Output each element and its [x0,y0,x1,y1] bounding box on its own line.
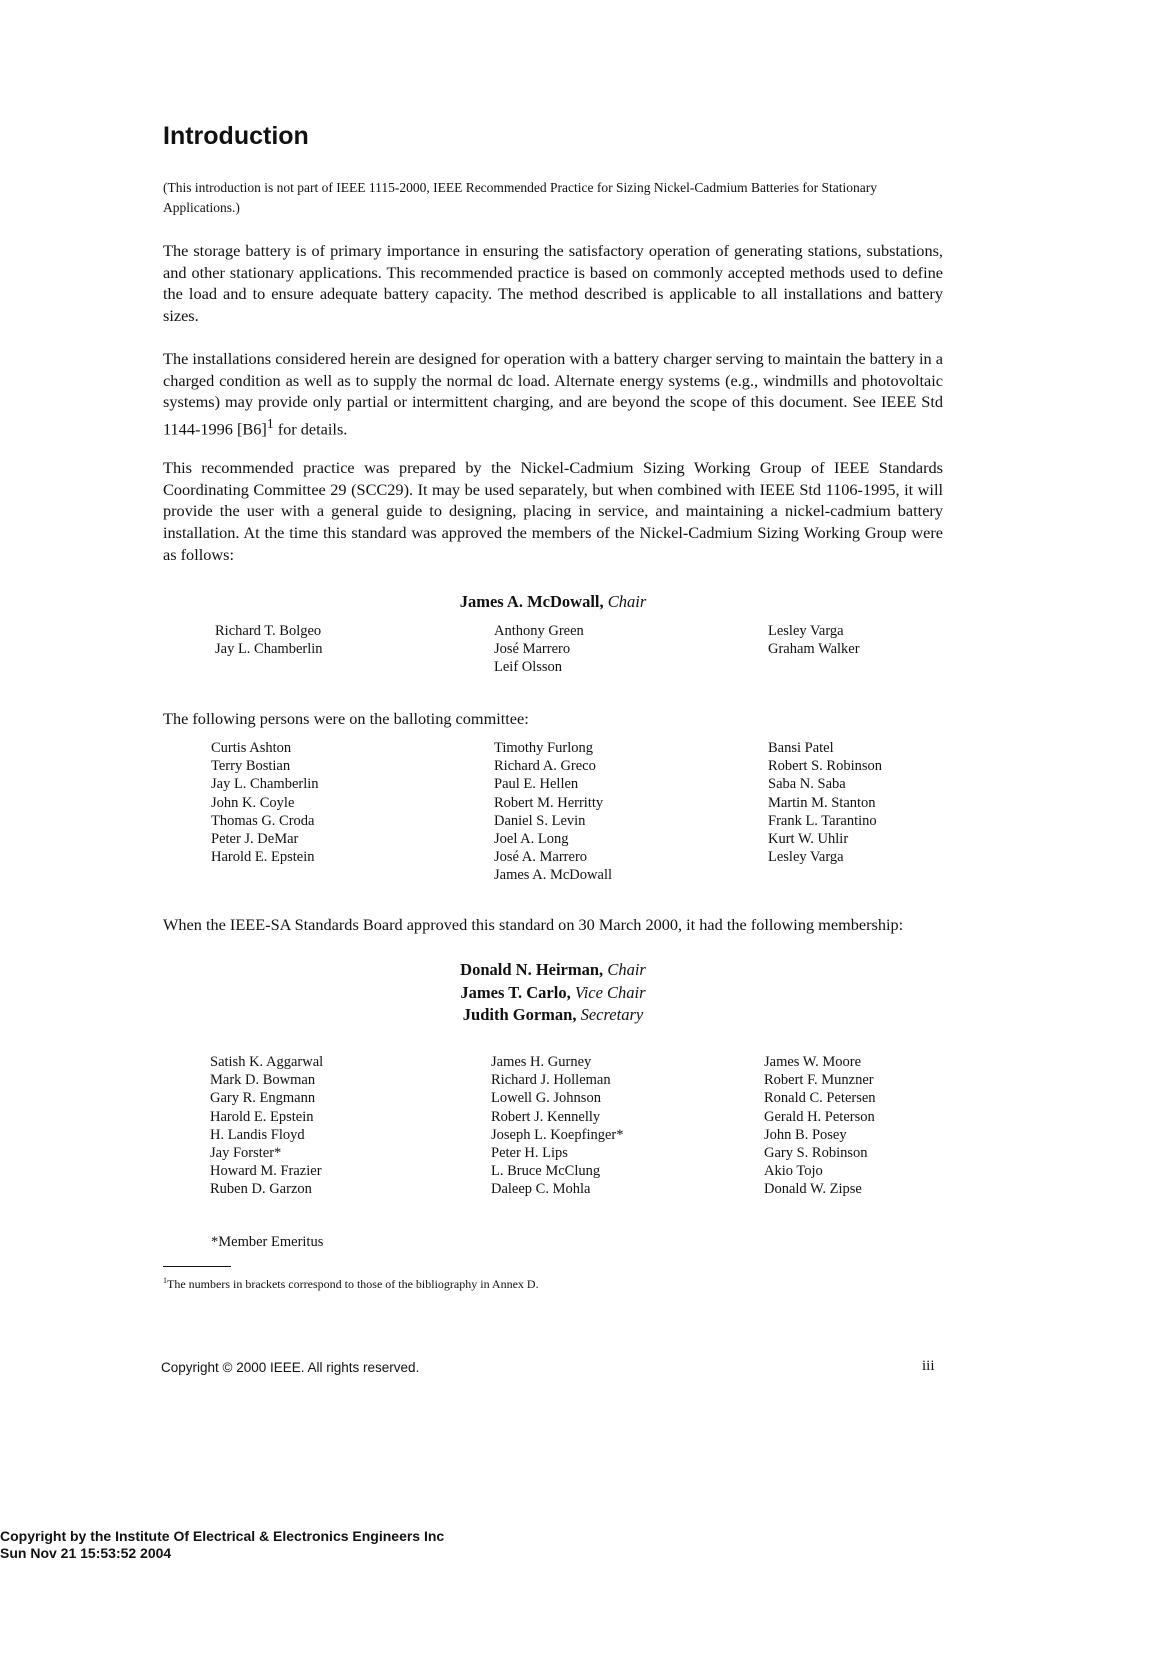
member-name: Akio Tojo [764,1163,823,1180]
member-name: Donald W. Zipse [764,1181,862,1198]
page-number: iii [922,1358,935,1374]
member-name: Peter H. Lips [491,1145,568,1162]
member-name: Paul E. Hellen [494,776,579,793]
watermark-line: Copyright by the Institute Of Electrical & Electronics Engineers Inc [0,1528,445,1544]
ballot-column-2 [494,739,612,885]
wg-column-2 [494,622,584,677]
board-column-2 [491,1053,623,1199]
emeritus-note: *Member Emeritus [211,1234,324,1250]
member-name: Ronald C. Petersen [764,1090,876,1107]
ballot-intro: The following persons were on the balloting committee: [163,709,529,728]
member-name: Gary S. Robinson [764,1145,868,1162]
member-name: Gerald H. Peterson [764,1108,875,1125]
officer-name: James T. Carlo, [460,982,571,1002]
member-name: Bansi Patel [768,740,834,756]
member-name: Joel A. Long [494,831,569,848]
member-name: James A. McDowall [494,867,612,884]
paragraph-2 [163,348,943,440]
watermark-line: Sun Nov 21 15:53:52 2004 [0,1545,172,1561]
member-name: Saba N. Saba [768,776,846,793]
member-name: Richard T. Bolgeo [215,623,322,639]
board-column-3 [764,1053,876,1199]
member-name: Ruben D. Garzon [210,1181,312,1198]
member-name: Robert S. Robinson [768,758,882,775]
member-name: Satish K. Aggarwal [210,1054,324,1070]
member-name: Harold E. Epstein [210,1108,314,1125]
ballot-column-3 [768,739,882,866]
member-name: John B. Posey [764,1126,847,1143]
member-name: Jay Forster* [210,1145,282,1162]
ballot-column-1 [211,739,319,866]
member-name: Terry Bostian [211,758,291,775]
page-title: Introduction [163,122,309,150]
wg-chair-name: James A. McDowall, [459,592,604,611]
member-name: Curtis Ashton [211,740,292,756]
member-name: Graham Walker [768,641,860,658]
wg-chair [163,591,943,614]
member-name: Martin M. Stanton [768,794,876,811]
paragraph-2-end: for details. [273,419,348,439]
footnote-ref: 1 [266,416,274,432]
intro-note: (This introduction is not part of IEEE 1115-2000, IEEE Recommended Practice for Sizing Nickel-Cadmium Batteries for Stationary Applications.) [163,180,877,215]
footnote-text: The numbers in brackets correspond to those of the bibliography in Annex D. [167,1277,539,1291]
member-name: Gary R. Engmann [210,1090,316,1107]
member-name: Peter J. DeMar [211,831,299,848]
member-name: Richard A. Greco [494,758,596,775]
member-name: Robert J. Kennelly [491,1108,601,1125]
officer-name: Judith Gorman, [462,1005,577,1024]
member-name: Robert F. Munzner [764,1072,874,1089]
paragraph-2-text: The installations considered herein are designed for operation with a battery charger serving to maintain the battery in a charged condition as well as to supply the normal dc load. Alternate energy systems (e.g., windmills and photovoltaic systems) may provide only partial or intermittent charging, and are beyond the scope of this document. See IEEE Std 1144-1996 [B6] [163,349,943,439]
footnote-mark: 1 [163,1276,167,1285]
member-name: Thomas G. Croda [211,812,315,829]
paragraph-1: The storage battery is of primary importance in ensuring the satisfactory operation of generating stations, substations, and other stationary applications. This recommended practice is based on commonly accepted methods used to define the load and to ensure adequate battery capacity. The method described is applicable to all installations and battery sizes. [163,241,943,326]
paragraph-3: This recommended practice was prepared by the Nickel-Cadmium Sizing Working Group of IEEE Standards Coordinating Committee 29 (SCC29). It may be used separately, but when combined with IEEE Std 1106-1995, it will provide the user with a general guide to designing, placing in service, and maintaining a nickel-cadmium battery installation. At the time this standard was approved the members of the Nickel-Cadmium Sizing Working Group were as follows: [163,458,943,564]
footnote-divider [163,1266,231,1267]
member-name: Lesley Varga [768,623,844,639]
board-column-1 [210,1053,323,1199]
wg-column-3 [768,622,860,658]
watermark [0,1528,444,1562]
board-vice-chair [163,982,943,1005]
member-name: Timothy Furlong [494,740,593,756]
member-name: Harold E. Epstein [211,849,315,866]
board-officers [163,959,943,1027]
member-name: Leif Olsson [494,659,563,676]
member-name: José A. Marrero [494,849,588,866]
member-name: Lesley Varga [768,849,844,866]
wg-column-1 [215,622,323,658]
member-name: Howard M. Frazier [210,1163,322,1180]
officer-name: Donald N. Heirman, [460,960,604,979]
member-name: Richard J. Holleman [491,1072,611,1089]
member-name: James H. Gurney [491,1054,592,1070]
member-name: Joseph L. Koepfinger* [491,1126,624,1143]
member-name: James W. Moore [764,1054,862,1070]
member-name: Mark D. Bowman [210,1072,316,1089]
member-name: Kurt W. Uhlir [768,831,849,848]
member-name: Daniel S. Levin [494,812,586,829]
member-name: H. Landis Floyd [210,1126,305,1143]
member-name: Jay L. Chamberlin [215,641,323,658]
board-secretary [163,1004,943,1027]
board-chair [163,959,943,982]
board-intro: When the IEEE-SA Standards Board approved this standard on 30 March 2000, it had the following membership: [163,915,904,934]
member-name: Jay L. Chamberlin [211,776,319,793]
member-name: John K. Coyle [211,794,295,811]
member-name: Anthony Green [494,623,584,639]
officer-role: Secretary [580,1005,644,1024]
copyright-footer: Copyright © 2000 IEEE. All rights reserved. [161,1360,420,1375]
member-name: Robert M. Herritty [494,794,604,811]
wg-chair-role: Chair [607,592,647,611]
member-name: Lowell G. Johnson [491,1090,601,1107]
member-name: José Marrero [494,641,571,658]
footnote [163,1276,539,1292]
member-name: Daleep C. Mohla [491,1181,591,1198]
member-name: L. Bruce McClung [491,1163,601,1180]
officer-role: Vice Chair [574,982,646,1002]
member-name: Frank L. Tarantino [768,812,877,829]
officer-role: Chair [607,960,646,979]
